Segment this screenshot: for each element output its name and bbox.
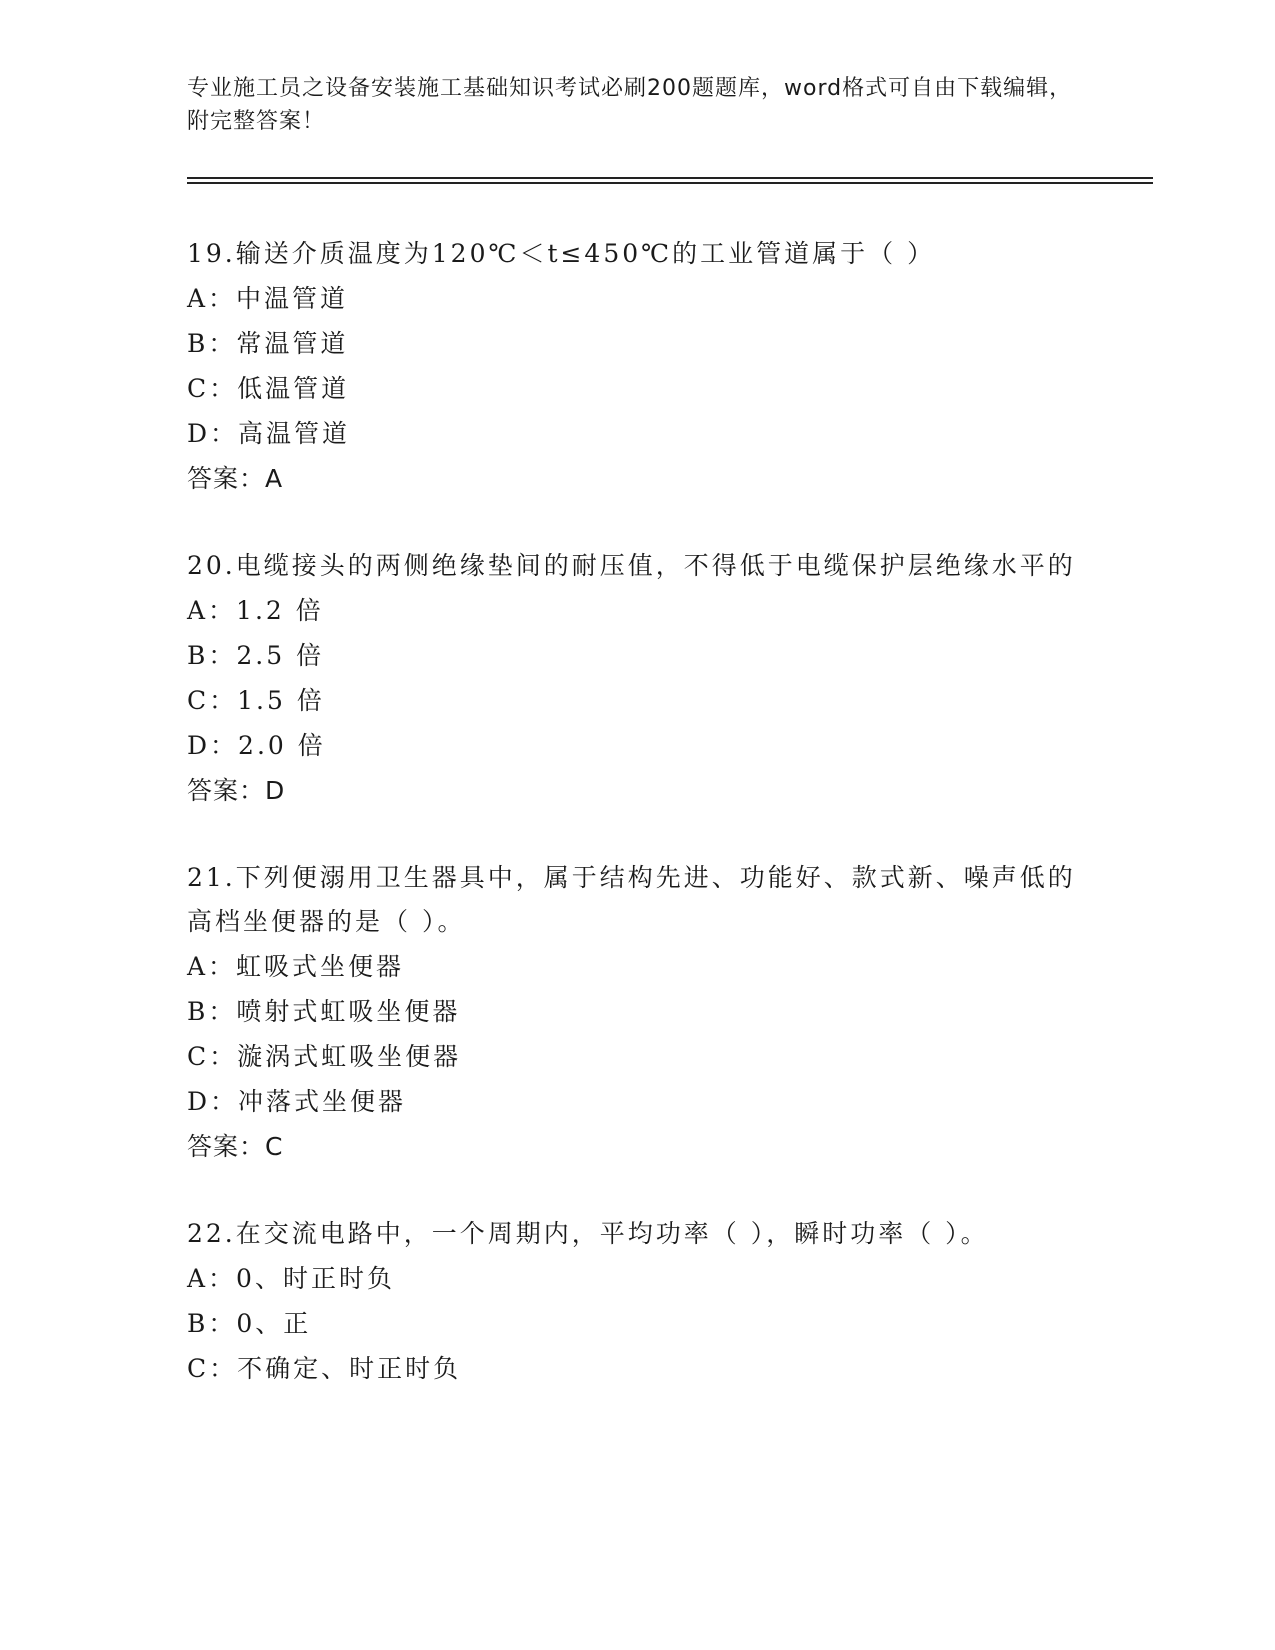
header-divider-bottom — [187, 182, 1153, 184]
question-stem: 20.电缆接头的两侧绝缘垫间的耐压值，不得低于电缆保护层绝缘水平的 — [187, 551, 1076, 580]
option-c: C：不确定、时正时负 — [187, 1354, 462, 1383]
question-stem: 21.下列便溺用卫生器具中，属于结构先进、功能好、款式新、噪声低的高档坐便器的是（ ）。 — [187, 863, 1076, 936]
question-22 — [187, 1212, 1087, 1391]
option-d: D：冲落式坐便器 — [187, 1087, 407, 1116]
document-header: 专业施工员之设备安装施工基础知识考试必刷200题题库，word格式可自由下载编辑，附完整答案！ — [187, 76, 1073, 134]
question-19 — [187, 232, 1087, 501]
option-b: B：常温管道 — [187, 329, 349, 358]
option-d: D：2.0 倍 — [187, 731, 326, 760]
option-d: D：高温管道 — [187, 419, 351, 448]
option-b: B：2.5 倍 — [187, 641, 325, 670]
option-b: B：喷射式虹吸坐便器 — [187, 997, 461, 1026]
question-stem: 19.输送介质温度为120℃＜t≤450℃的工业管道属于（ ） — [187, 239, 936, 268]
option-c: C：漩涡式虹吸坐便器 — [187, 1042, 462, 1071]
answer-line: 答案：D — [187, 776, 286, 805]
option-a: A：1.2 倍 — [187, 596, 324, 625]
question-list — [187, 232, 1087, 1434]
question-stem: 22.在交流电路中，一个周期内，平均功率（ ），瞬时功率（ ）。 — [187, 1219, 989, 1248]
question-21 — [187, 856, 1087, 1169]
header-divider-top — [187, 177, 1153, 179]
option-a: A：0、时正时负 — [187, 1264, 395, 1293]
question-20 — [187, 544, 1087, 813]
option-b: B：0、正 — [187, 1309, 312, 1338]
option-c: C：低温管道 — [187, 374, 350, 403]
option-c: C：1.5 倍 — [187, 686, 325, 715]
answer-line: 答案：C — [187, 1132, 284, 1161]
answer-line: 答案：A — [187, 464, 284, 493]
option-a: A：虹吸式坐便器 — [187, 952, 405, 981]
option-a: A：中温管道 — [187, 284, 349, 313]
